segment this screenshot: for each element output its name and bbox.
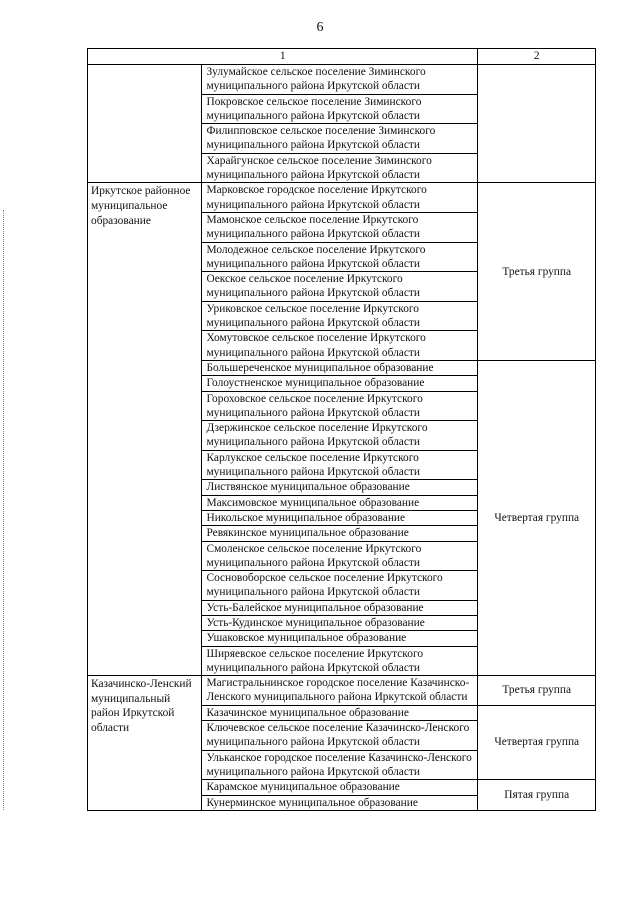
settlement-name-cell: Усть-Балейское муниципальное образование	[202, 600, 478, 615]
settlement-name-cell: Магистральнинское городское поселение Казачинско-Ленского муниципального района Иркутской области	[202, 676, 478, 706]
region-name-cell: Казачинско-Ленский муниципальный район Иркутской области	[88, 676, 202, 811]
settlement-name-cell: Оекское сельское поселение Иркутского муниципального района Иркутской области	[202, 272, 478, 302]
group-label-cell	[478, 65, 596, 183]
settlement-name-cell: Харайгунское сельское поселение Зиминского муниципального района Иркутской области	[202, 153, 478, 183]
settlement-name-cell: Хомутовское сельское поселение Иркутского муниципального района Иркутской области	[202, 331, 478, 361]
page-number: 6	[316, 20, 324, 35]
settlement-name-cell: Ширяевское сельское поселение Иркутского муниципального района Иркутской области	[202, 646, 478, 676]
settlement-name-cell: Казачинское муниципальное образование	[202, 705, 478, 720]
settlement-name-cell: Зулумайское сельское поселение Зиминского муниципального района Иркутской области	[202, 65, 478, 95]
settlement-name-cell: Ушаковское муниципальное образование	[202, 631, 478, 646]
region-name-cell: Иркутское районное муниципальное образование	[88, 183, 202, 676]
settlement-name-cell: Листвянское муниципальное образование	[202, 480, 478, 495]
settlement-name-cell: Дзержинское сельское поселение Иркутского муниципального района Иркутской области	[202, 421, 478, 451]
settlement-name-cell: Филипповское сельское поселение Зиминского муниципального района Иркутской области	[202, 124, 478, 154]
table-body	[88, 65, 596, 811]
group-label-cell: Пятая группа	[478, 780, 596, 811]
settlement-groups-table	[87, 48, 596, 811]
settlement-name-cell: Никольское муниципальное образование	[202, 510, 478, 525]
settlement-name-cell: Ульканское городское поселение Казачинско-Ленского муниципального района Иркутской области	[202, 750, 478, 780]
settlement-name-cell: Мамонское сельское поселение Иркутского муниципального района Иркутской области	[202, 212, 478, 242]
settlement-name-cell: Марковское городское поселение Иркутского муниципального района Иркутской области	[202, 183, 478, 213]
region-name-cell	[88, 65, 202, 183]
group-label-cell: Четвертая группа	[478, 705, 596, 779]
settlement-name-cell: Смоленское сельское поселение Иркутского муниципального района Иркутской области	[202, 541, 478, 571]
settlement-name-cell: Ключевское сельское поселение Казачинско-Ленского муниципального района Иркутской области	[202, 721, 478, 751]
settlement-name-cell: Максимовское муниципальное образование	[202, 495, 478, 510]
table-row	[88, 676, 596, 706]
group-label-cell: Третья группа	[478, 676, 596, 706]
settlement-name-cell: Ревякинское муниципальное образование	[202, 526, 478, 541]
group-label-cell: Третья группа	[478, 183, 596, 361]
settlement-name-cell: Кунерминское муниципальное образование	[202, 795, 478, 810]
settlement-name-cell: Покровское сельское поселение Зиминского муниципального района Иркутской области	[202, 94, 478, 124]
scan-edge-marks	[3, 210, 6, 810]
settlement-name-cell: Большереченское муниципальное образование	[202, 360, 478, 375]
table-header-row	[88, 49, 596, 65]
settlement-name-cell: Карлукское сельское поселение Иркутского муниципального района Иркутской области	[202, 450, 478, 480]
settlement-name-cell: Карамское муниципальное образование	[202, 780, 478, 795]
settlement-name-cell: Молодежное сельское поселение Иркутского муниципального района Иркутской области	[202, 242, 478, 272]
header-col-2: 2	[478, 49, 596, 65]
settlement-name-cell: Усть-Кудинское муниципальное образование	[202, 615, 478, 630]
settlement-name-cell: Уриковское сельское поселение Иркутского муниципального района Иркутской области	[202, 301, 478, 331]
settlement-name-cell: Голоустненское муниципальное образование	[202, 376, 478, 391]
settlement-name-cell: Сосновоборское сельское поселение Иркутского муниципального района Иркутской области	[202, 571, 478, 601]
header-col-1: 1	[88, 49, 478, 65]
group-label-cell: Четвертая группа	[478, 360, 596, 675]
table-row	[88, 65, 596, 95]
settlement-name-cell: Гороховское сельское поселение Иркутского муниципального района Иркутской области	[202, 391, 478, 421]
table-row	[88, 183, 596, 213]
